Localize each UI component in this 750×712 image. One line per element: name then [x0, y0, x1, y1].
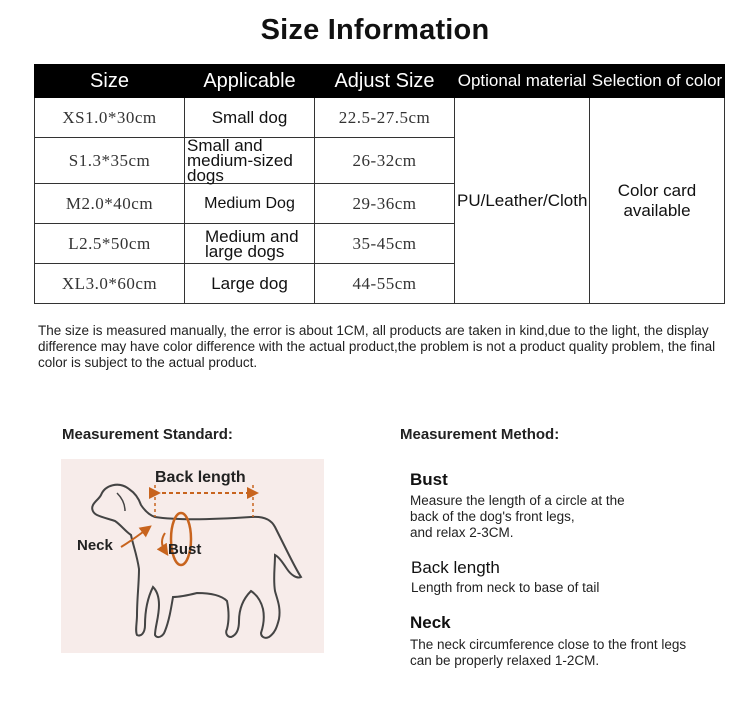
bust-desc-2: back of the dog's front legs, [410, 509, 575, 524]
adjust-cell: 26-32cm [315, 138, 455, 184]
bust-desc-1: Measure the length of a circle at the [410, 493, 625, 508]
size-cell: S1.3*35cm [35, 138, 185, 184]
header-applicable: Applicable [185, 65, 315, 98]
back-length-heading: Back length [411, 558, 500, 577]
bust-heading: Bust [410, 470, 448, 489]
header-optional-material: Optional material [455, 65, 590, 98]
back-length-desc: Length from neck to base of tail [411, 580, 600, 595]
applicable-cell: Medium Dog [185, 184, 315, 224]
back-length-label: Back length [155, 469, 246, 486]
header-size: Size [35, 65, 185, 98]
table-header-row [35, 65, 725, 98]
header-adjust-size: Adjust Size [315, 65, 455, 98]
measurement-standard-title: Measurement Standard: [62, 426, 233, 443]
disclaimer-note: The size is measured manually, the error is about 1CM, all products are taken in kind,due to the light, the display difference may have color difference with the actual product,the problem is not a product quality problem, the final color is subject to the actual product. [38, 323, 716, 370]
applicable-cell: Small and medium-sized dogs [185, 138, 315, 184]
size-cell: M2.0*40cm [35, 184, 185, 224]
measurement-method-title: Measurement Method: [400, 426, 560, 443]
neck-desc-1: The neck circumference close to the front legs [410, 637, 687, 652]
size-cell: XS1.0*30cm [35, 98, 185, 138]
neck-heading: Neck [410, 613, 451, 632]
applicable-cell: Small dog [185, 98, 315, 138]
header-selection-of-color: Selection of color [590, 65, 725, 98]
size-table [34, 64, 725, 304]
neck-desc-2: can be properly relaxed 1-2CM. [410, 653, 600, 668]
applicable-cell: Medium and large dogs [185, 224, 315, 264]
dog-diagram [61, 459, 324, 653]
applicable-cell: Large dog [185, 264, 315, 304]
size-cell: XL3.0*60cm [35, 264, 185, 304]
table-row [35, 98, 725, 138]
neck-label: Neck [77, 537, 113, 554]
adjust-cell: 22.5-27.5cm [315, 98, 455, 138]
adjust-cell: 44-55cm [315, 264, 455, 304]
material-cell: PU/Leather/Cloth [455, 98, 590, 304]
adjust-cell: 35-45cm [315, 224, 455, 264]
bust-label: Bust [168, 541, 202, 558]
color-cell: Color card available [590, 98, 725, 304]
adjust-cell: 29-36cm [315, 184, 455, 224]
size-cell: L2.5*50cm [35, 224, 185, 264]
bust-desc-3: and relax 2-3CM. [410, 525, 514, 540]
page-title: Size Information [260, 14, 490, 46]
